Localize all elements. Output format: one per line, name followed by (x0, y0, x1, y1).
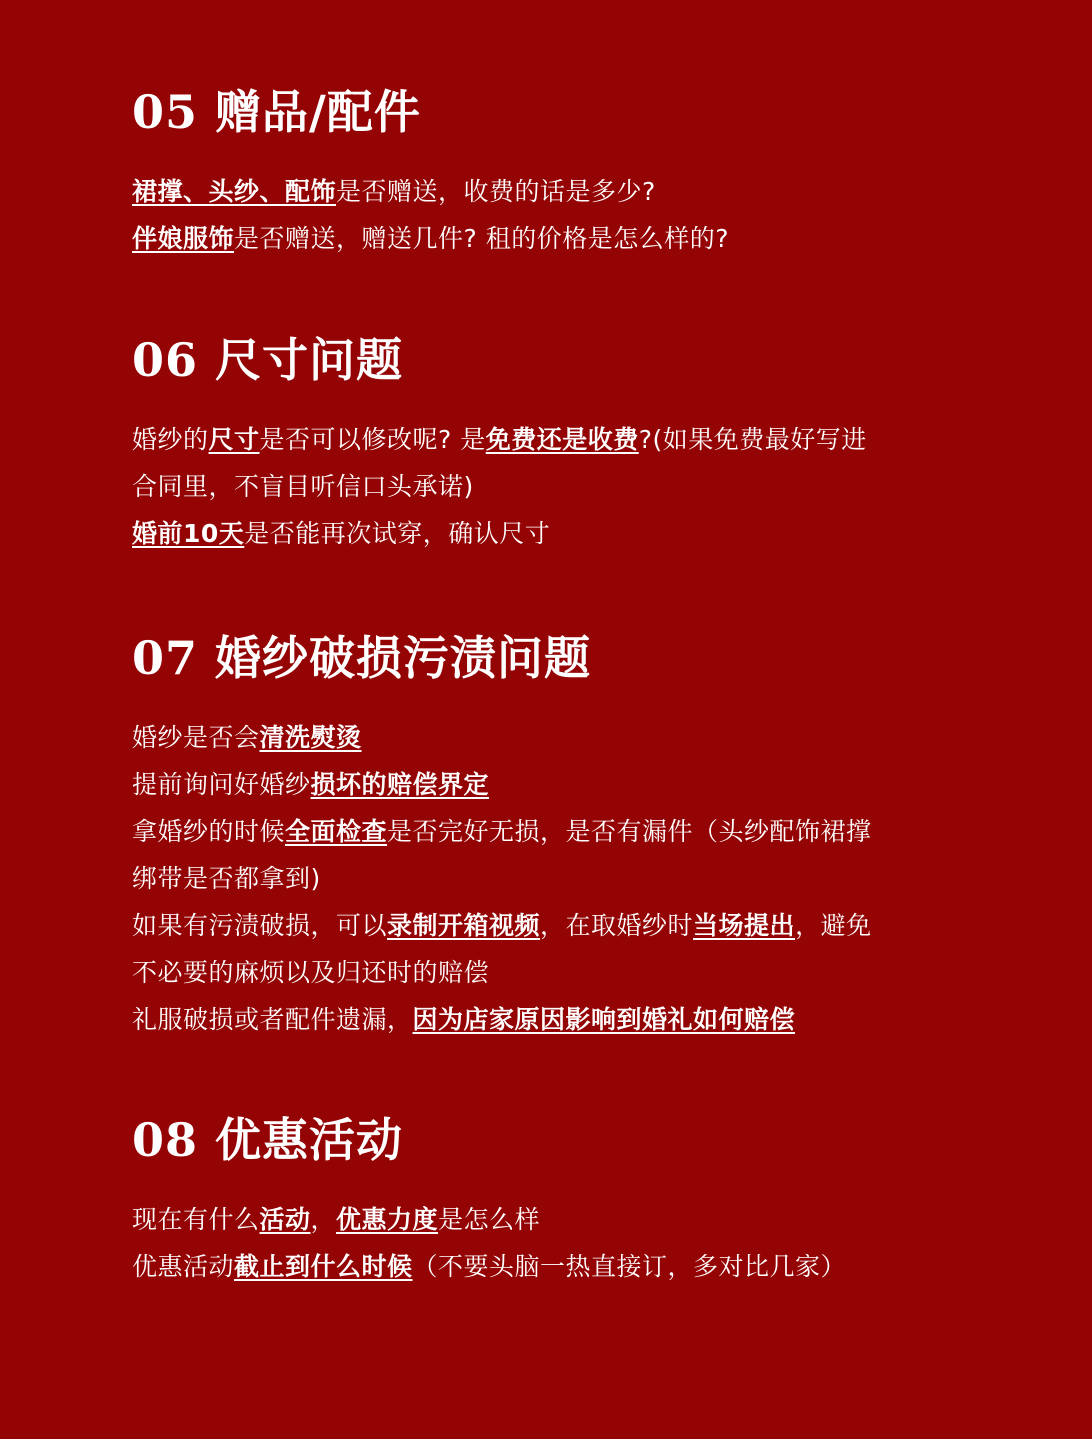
body-text: 提前询问好婚纱 (132, 770, 311, 799)
body-text: 优惠活动 (132, 1252, 235, 1281)
section-promotions (132, 1112, 1032, 1290)
body-text: 婚纱是否会 (132, 723, 260, 752)
highlighted-text: 裙撑、头纱、配饰 (132, 177, 337, 206)
body-line (132, 902, 1032, 949)
body-text: 拿婚纱的时候 (132, 817, 286, 846)
body-text: 礼服破损或者配件遗漏， (132, 1005, 413, 1034)
body-text: 是否可以修改呢? 是 (259, 425, 486, 454)
highlighted-text: 截止到什么时候 (234, 1252, 413, 1281)
highlighted-text: 清洗熨烫 (259, 723, 362, 752)
body-text: 现在有什么 (132, 1205, 260, 1234)
body-text: 是否能再次试穿，确认尺寸 (244, 519, 551, 548)
section-body (132, 416, 1032, 557)
section-size-issues (132, 332, 1032, 557)
highlighted-text: 录制开箱视频 (387, 911, 541, 940)
body-text: ，在取婚纱时 (540, 911, 694, 940)
section-heading: 07 婚纱破损污渍问题 (132, 631, 592, 685)
body-line (132, 996, 1032, 1043)
section-damage-stains (132, 630, 1032, 1043)
highlighted-text: 婚前10天 (132, 519, 245, 548)
body-text: 不必要的麻烦以及归还时的赔偿 (132, 958, 490, 987)
body-text: 合同里，不盲目听信口头承诺) (132, 472, 474, 501)
body-text: 如果有污渍破损，可以 (132, 911, 388, 940)
body-text: ?(如果免费最好写进 (638, 425, 867, 454)
highlighted-text: 尺寸 (208, 425, 260, 454)
body-line (132, 463, 1032, 510)
section-body (132, 168, 1032, 262)
highlighted-text: 损坏的赔偿界定 (310, 770, 490, 799)
highlighted-text: 免费还是收费 (485, 425, 639, 454)
body-text: 婚纱的 (132, 425, 209, 454)
body-line (132, 761, 1032, 808)
section-heading: 05 赠品/配件 (132, 85, 421, 139)
body-line (132, 168, 1032, 215)
body-text: ，避免 (795, 911, 872, 940)
body-line (132, 510, 1032, 557)
highlighted-text: 当场提出 (693, 911, 796, 940)
body-text: （不要头脑一热直接订，多对比几家） (412, 1252, 847, 1281)
section-body (132, 714, 1032, 1043)
highlighted-text: 伴娘服饰 (132, 224, 235, 253)
body-text: 是否赠送，赠送几件? 租的价格是怎么样的? (234, 224, 730, 253)
body-line (132, 949, 1032, 996)
section-heading: 06 尺寸问题 (132, 333, 404, 387)
highlighted-text: 全面检查 (285, 817, 388, 846)
highlighted-text: 优惠力度 (336, 1205, 439, 1234)
section-gifts-accessories (132, 84, 1032, 262)
body-text: 绑带是否都拿到) (132, 864, 321, 893)
body-line (132, 855, 1032, 902)
highlighted-text: 活动 (259, 1205, 311, 1234)
body-line (132, 808, 1032, 855)
body-line (132, 714, 1032, 761)
body-text: ， (310, 1205, 337, 1234)
body-text: 是否赠送，收费的话是多少? (336, 177, 656, 206)
section-heading: 08 优惠活动 (132, 1113, 404, 1167)
body-text: 是否完好无损，是否有漏件（头纱配饰裙撑 (387, 817, 872, 846)
highlighted-text: 因为店家原因影响到婚礼如何赔偿 (412, 1005, 796, 1034)
body-line (132, 416, 1032, 463)
body-text: 是怎么样 (438, 1205, 541, 1234)
body-line (132, 1243, 1032, 1290)
section-body (132, 1196, 1032, 1290)
body-line (132, 1196, 1032, 1243)
body-line (132, 215, 1032, 262)
